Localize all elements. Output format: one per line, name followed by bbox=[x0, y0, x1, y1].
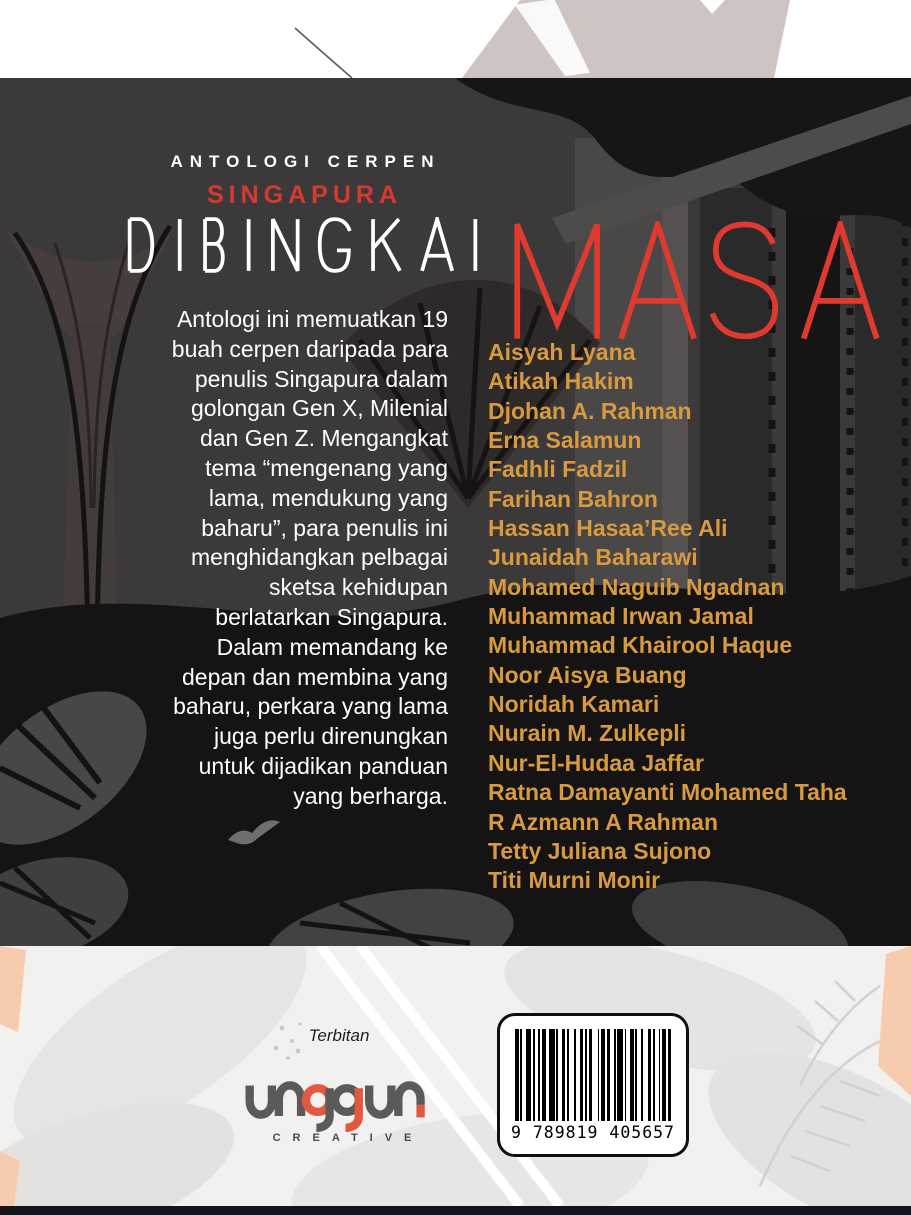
isbn-barcode bbox=[497, 1013, 689, 1157]
synopsis-line: Dalam memandang ke bbox=[216, 633, 448, 660]
author-name: R Azmann A Rahman bbox=[488, 808, 719, 835]
author-name: Titi Murni Monir bbox=[488, 867, 661, 894]
synopsis-line: sketsa kehidupan bbox=[268, 574, 448, 601]
title-dibingkai bbox=[92, 217, 512, 273]
author-name: Mohamed Naguib Ngadnan bbox=[488, 573, 785, 600]
series-label: ANTOLOGI CERPEN bbox=[170, 152, 441, 171]
barcode-bars bbox=[515, 1029, 671, 1121]
synopsis-line: lama, mendukung yang bbox=[208, 484, 448, 511]
synopsis-line: baharu, perkara yang lama bbox=[173, 693, 448, 720]
synopsis-line: baharu”, para penulis ini bbox=[201, 514, 448, 541]
barcode-bar bbox=[668, 1029, 672, 1121]
author-name: Muhammad Khairool Haque bbox=[488, 632, 793, 659]
author-name: Fadhli Fadzil bbox=[488, 456, 628, 483]
title-singapura: SINGAPURA bbox=[206, 181, 402, 209]
bottom-band-art bbox=[0, 946, 911, 1206]
synopsis-line: juga perlu direnungkan bbox=[213, 723, 448, 750]
author-name: Nur-El-Hudaa Jaffar bbox=[488, 749, 704, 776]
author-list bbox=[488, 338, 888, 896]
top-band-art bbox=[0, 0, 911, 78]
author-name: Djohan A. Rahman bbox=[488, 397, 692, 424]
title-block bbox=[92, 152, 512, 273]
synopsis-line: menghidangkan pelbagai bbox=[190, 544, 448, 571]
brand-subtitle: CREATIVE bbox=[272, 1132, 424, 1144]
unggun-logo bbox=[242, 1066, 438, 1137]
unggun-logo-glyphs bbox=[242, 1066, 438, 1132]
title-dibingkai-glyphs bbox=[125, 217, 480, 273]
author-name: Ratna Damayanti Mohamed Taha bbox=[488, 779, 847, 806]
synopsis-line: berlatarkan Singapura. bbox=[215, 603, 448, 630]
terbitan-label: Terbitan bbox=[308, 1026, 370, 1045]
synopsis-line: penulis Singapura dalam bbox=[194, 365, 448, 392]
author-name: Nurain M. Zulkepli bbox=[488, 720, 687, 747]
synopsis-line: tema “mengenang yang bbox=[205, 454, 448, 481]
author-name: Aisyah Lyana bbox=[488, 339, 636, 365]
synopsis-line: yang berharga. bbox=[293, 782, 448, 809]
synopsis-line: golongan Gen X, Milenial bbox=[191, 395, 448, 422]
author-name: Hassan Hasaa’Ree Ali bbox=[488, 515, 728, 542]
synopsis-line: buah cerpen daripada para bbox=[171, 335, 448, 362]
author-name: Muhammad Irwan Jamal bbox=[488, 603, 754, 630]
synopsis-paragraph bbox=[148, 305, 448, 812]
synopsis-line: depan dan membina yang bbox=[182, 663, 448, 690]
main-panel bbox=[0, 78, 911, 946]
synopsis-line: dan Gen Z. Mengangkat bbox=[199, 425, 448, 452]
author-name: Tetty Juliana Sujono bbox=[488, 837, 712, 864]
title-masa-glyphs bbox=[487, 221, 907, 342]
author-name: Junaidah Baharawi bbox=[488, 544, 698, 571]
author-name: Noor Aisya Buang bbox=[488, 661, 687, 688]
title-masa bbox=[487, 221, 907, 347]
bottom-band bbox=[0, 946, 911, 1206]
synopsis-line: untuk dijadikan panduan bbox=[198, 752, 448, 779]
top-decorative-band bbox=[0, 0, 911, 78]
synopsis-line: Antologi ini memuatkan 19 bbox=[176, 306, 448, 332]
author-name: Noridah Kamari bbox=[488, 691, 660, 718]
author-name: Farihan Bahron bbox=[488, 485, 658, 512]
author-name: Erna Salamun bbox=[488, 427, 642, 454]
barcode-digits: 9 789819 405657 bbox=[510, 1123, 675, 1142]
footer-strip bbox=[0, 1206, 911, 1215]
author-name: Atikah Hakim bbox=[488, 368, 634, 395]
